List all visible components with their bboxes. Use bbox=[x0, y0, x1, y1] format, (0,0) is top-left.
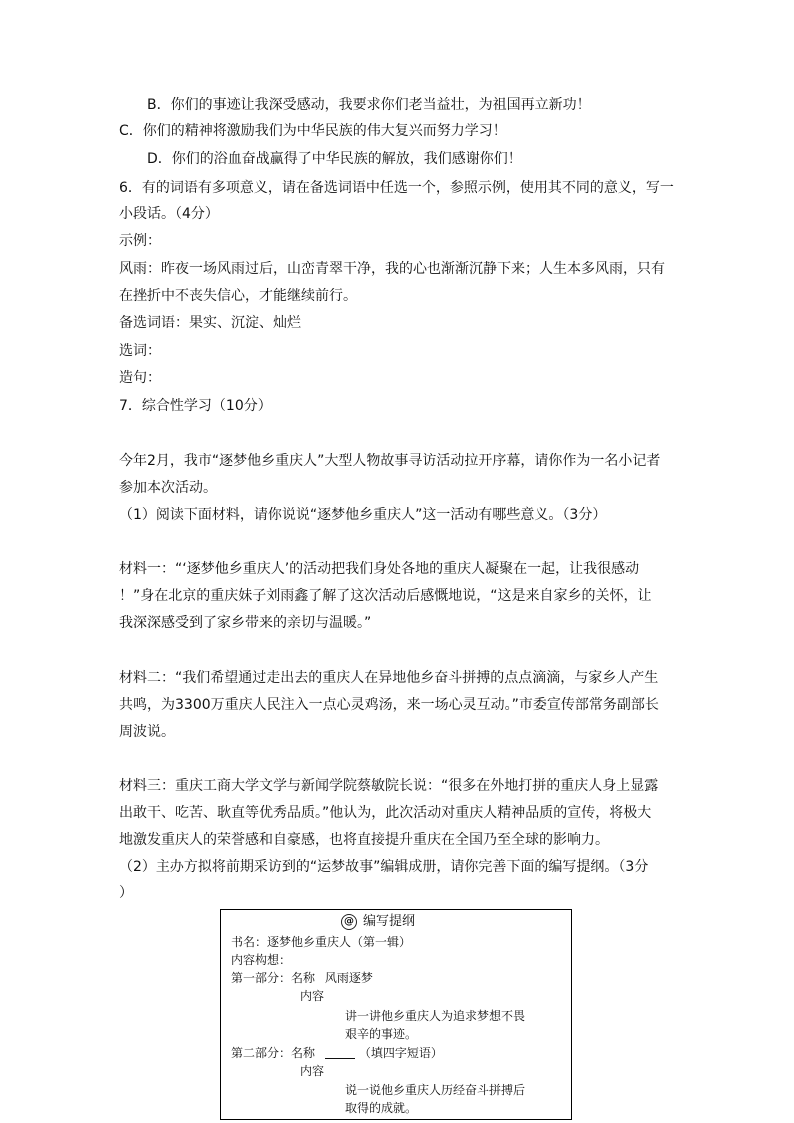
q6-candidates: 备选词语：果实、沉淀、灿烂 bbox=[119, 315, 301, 331]
material2-line3: 周波说。 bbox=[119, 724, 175, 740]
outline-title-text: 编写提纲 bbox=[363, 914, 416, 929]
material2-line1: 材料二：“我们希望通过走出去的重庆人在异地他乡奋斗拼搏的点点滴滴，与家乡人产生 bbox=[119, 670, 659, 686]
q7-intro-line1: 今年2月，我市“逐梦他乡重庆人”大型人物故事寻访活动拉开序幕，请你作为一名小记者 bbox=[119, 453, 661, 469]
outline-part1-content-label: 内容 bbox=[300, 989, 325, 1003]
outline-part2-desc-line1: 说一说他乡重庆人历经奋斗拼搏后 bbox=[345, 1083, 526, 1097]
outline-part2-label: 第二部分：名称 bbox=[231, 1046, 316, 1060]
outline-title bbox=[341, 914, 415, 930]
q6-choose-word: 选词： bbox=[119, 343, 161, 359]
outline-concept: 内容构想： bbox=[231, 953, 292, 967]
q7-sub2-line2: ） bbox=[119, 885, 133, 901]
outline-part1-label: 第一部分：名称 bbox=[231, 971, 316, 985]
material3-line1: 材料三：重庆工商大学文学与新闻学院蔡敏院长说：“很多在外地打拼的重庆人身上显露 bbox=[119, 778, 659, 794]
outline-part2-desc-line2: 取得的成就。 bbox=[345, 1101, 418, 1115]
outline-part2-blank[interactable] bbox=[325, 1046, 355, 1059]
material3-line3: 地激发重庆人的荣誉感和自豪感，也将直接提升重庆在全国乃至全球的影响力。 bbox=[119, 832, 609, 848]
outline-part1-desc-line2: 艰辛的事迹。 bbox=[345, 1027, 418, 1041]
outline-part2-content-label: 内容 bbox=[300, 1064, 325, 1078]
option-c: C．你们的精神将激励我们为中华民族的伟大复兴而努力学习！ bbox=[119, 123, 507, 139]
option-b: B．你们的事迹让我深受感动，我要求你们老当益壮，为祖国再立新功！ bbox=[147, 97, 591, 113]
material2-line2: 共鸣，为3300万重庆人民注入一点心灵鸡汤，来一场心灵互动。”市委宣传部常务副部长 bbox=[119, 697, 659, 713]
q7-title: 7．综合性学习（10分） bbox=[119, 398, 272, 414]
q6-stem-line2: 小段话。（4分） bbox=[119, 206, 219, 222]
option-d: D．你们的浴血奋战赢得了中华民族的解放，我们感谢你们！ bbox=[147, 151, 522, 167]
outline-part1-desc-line1: 讲一讲他乡重庆人为追求梦想不畏 bbox=[345, 1009, 526, 1023]
outline-part1-name: 风雨逐梦 bbox=[324, 971, 373, 985]
outline-box bbox=[220, 909, 572, 1120]
outline-part2 bbox=[231, 1045, 443, 1061]
q7-intro-line2: 参加本次活动。 bbox=[119, 480, 217, 496]
q6-stem-line1: 6．有的词语有多项意义，请在备选词语中任选一个，参照示例，使用其不同的意义，写一 bbox=[119, 180, 674, 196]
outline-icon: @ bbox=[341, 914, 357, 930]
q6-example-line2: 在挫折中不丧失信心，才能继续前行。 bbox=[119, 288, 357, 304]
outline-part1 bbox=[231, 970, 373, 986]
material1-line2: ！”身在北京的重庆妹子刘雨鑫了解了这次活动后感慨地说，“这是来自家乡的关怀，让 bbox=[119, 588, 652, 604]
material3-line2: 出敢干、吃苦、耿直等优秀品质。”他认为，此次活动对重庆人精神品质的宣传，将极大 bbox=[119, 805, 652, 821]
q6-example-line1: 风雨：昨夜一场风雨过后，山峦青翠干净，我的心也渐渐沉静下来；人生本多风雨，只有 bbox=[119, 261, 665, 277]
outline-part2-name-hint: （填四字短语） bbox=[358, 1046, 443, 1060]
material1-line3: 我深深感受到了家乡带来的亲切与温暖。” bbox=[119, 615, 372, 631]
q7-sub2-line1: （2）主办方拟将前期采访到的“运梦故事”编辑成册，请你完善下面的编写提纲。（3分 bbox=[119, 859, 649, 875]
outline-book-name: 书名：逐梦他乡重庆人（第一辑） bbox=[231, 935, 412, 949]
material1-line1: 材料一：“‘逐梦他乡重庆人’的活动把我们身处各地的重庆人凝聚在一起，让我很感动 bbox=[119, 561, 640, 577]
q6-example-label: 示例： bbox=[119, 233, 161, 249]
q6-make-sentence: 造句： bbox=[119, 370, 161, 386]
q7-sub1: （1）阅读下面材料，请你说说“逐梦他乡重庆人”这一活动有哪些意义。（3分） bbox=[119, 507, 607, 523]
